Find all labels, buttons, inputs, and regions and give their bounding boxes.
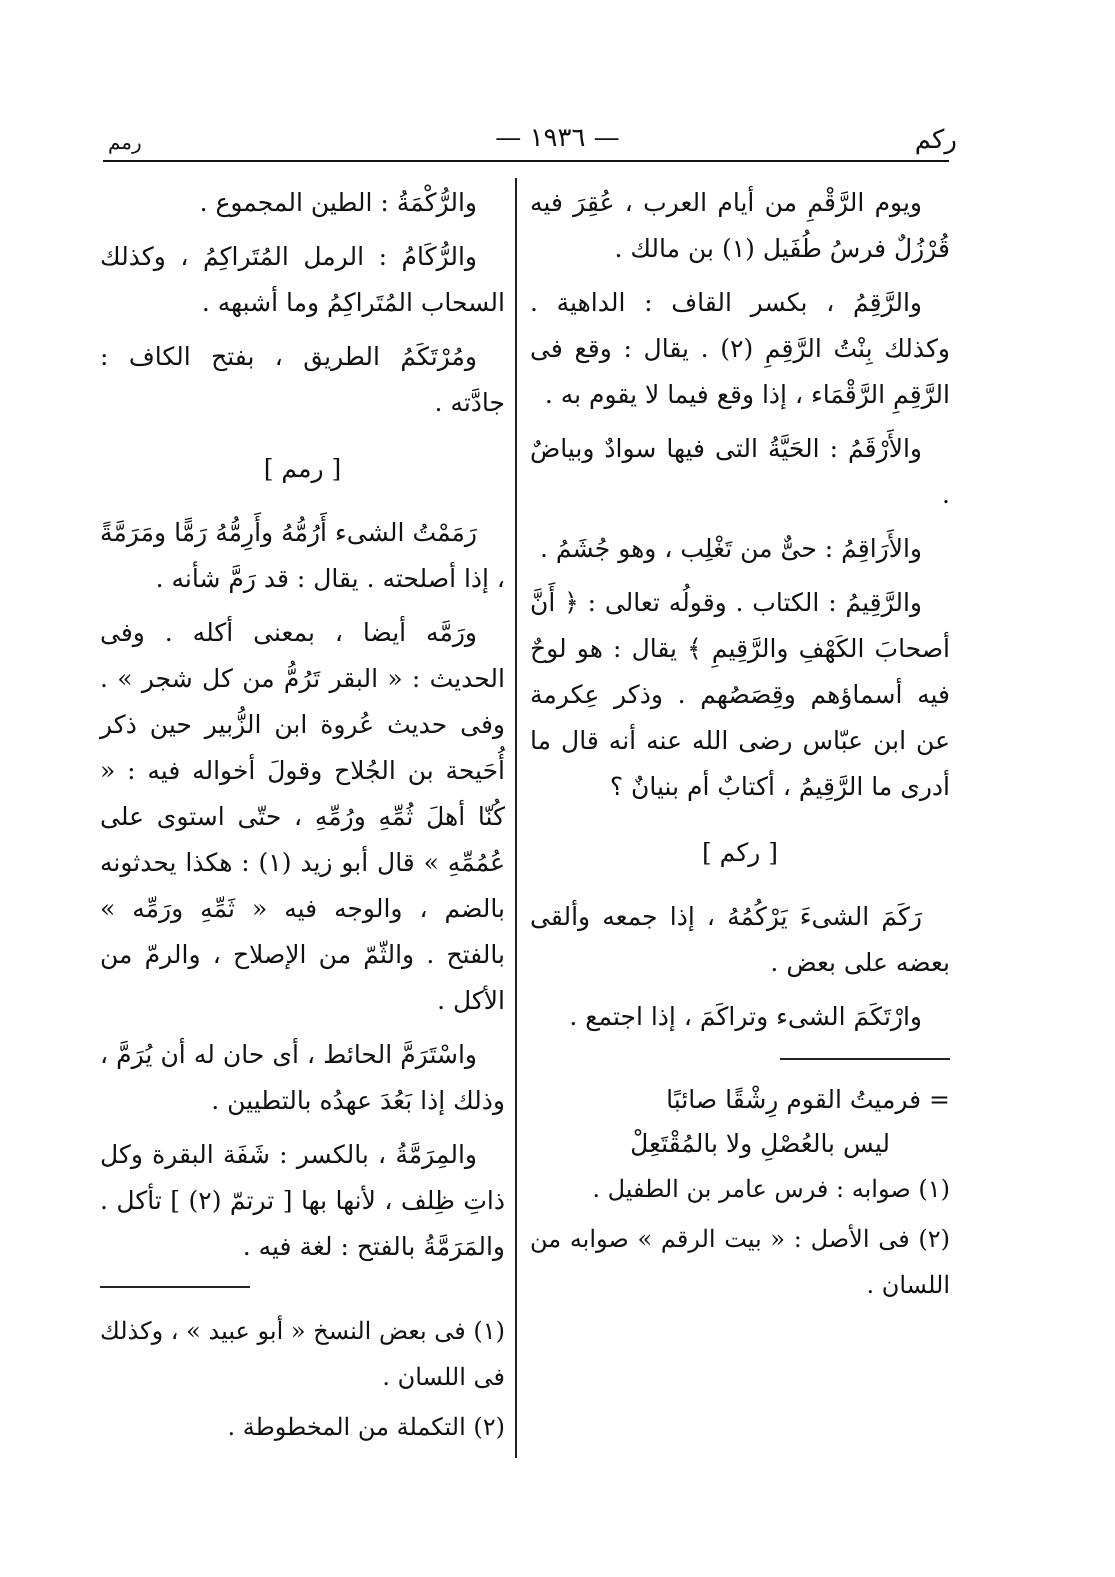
verse-line: = فرميتُ القوم رِشْقًا صائبًا — [666, 1084, 950, 1114]
left-column — [100, 180, 505, 1454]
entry-paragraph: والرَّقِمُ ، بكسر القاف : الداهية . وكذلك بِنْتُ الرَّقِمِ (٢) . يقال : وقع فى الرَّقِمِ الرَّقْمَاء ، إذا وقع فيما لا يقوم به . — [530, 288, 950, 409]
column-divider — [515, 178, 517, 1458]
header-entry-right: ركم — [914, 125, 957, 155]
footnote: (٢) التكملة من المخطوطة . — [227, 1412, 505, 1441]
footnote: (١) صوابه : فرس عامر بن الطفيل . — [592, 1174, 950, 1203]
footnote-rule — [100, 1286, 250, 1288]
footnote: (١) فى بعض النسخ « أبو عبيد » ، وكذلك فى اللسان . — [100, 1316, 505, 1391]
entry-paragraph: ومُرْتَكَمُ الطريق ، بفتح الكاف : جادَّته . — [100, 342, 505, 417]
entry-paragraph: وارْتَكَمَ الشىء وتراكَمَ ، إذا اجتمع . — [569, 1002, 922, 1031]
entry-paragraph: والمِرَمَّةُ ، بالكسر : شَفَة البقرة وكل ذاتِ ظِلف ، لأنها بها [ ترتمّ (٢) ] تأكل . والمَرَمَّةُ بالفتح : لغة فيه . — [100, 1140, 505, 1261]
page-number: — ١٩٣٦ — — [495, 123, 620, 153]
header-rule — [103, 160, 949, 162]
entry-paragraph: واسْتَرَمَّ الحائط ، أى حان له أن يُرَمَّ ، وذلك إذا بَعُدَ عهدُه بالتطيين . — [100, 1040, 505, 1115]
section-rule — [780, 1058, 950, 1060]
entry-paragraph: والرُّكَامُ : الرمل المُتَراكِمُ ، وكذلك السحاب المُتَراكِمُ وما أشبهه . — [100, 242, 505, 317]
right-column — [530, 180, 950, 1312]
footnote: (٢) فى الأصل : « بيت الرقم » صوابه من اللسان . — [530, 1224, 950, 1299]
verse-line: ليس بالعُصْلِ ولا بالمُقْتَعِلْ — [630, 1128, 890, 1158]
entry-paragraph: ورَمَّه أيضا ، بمعنى أكله . وفى الحديث : « البقر تَرُمُّ من كل شجر » . وفى حديث عُروة ابن الزُّبير حين ذكر أُحَيحة بن الجُلاح وقولَ أخواله فيه : « كُنّا أهلَ ثُمِّهِ ورُمِّهِ ، حتّى استوى على عُمُمِّهِ » قال أبو زيد (١) : هكذا يحدثونه بالضم ، والوجه فيه « ثَمِّهِ ورَمِّه » بالفتح . والثّمّ من الإصلاح ، والرمّ من الأكل . — [100, 618, 506, 1015]
entry-paragraph: رَمَمْتُ الشىء أَرُمُّهُ وأَرِمُّهُ رَمًّا ومَرَمَّةً ، إذا أصلحته . يقال : قد رَمَّ شأنه . — [100, 518, 505, 593]
entry-paragraph: والرُّكْمَةُ : الطين المجموع . — [199, 188, 477, 217]
entry-paragraph: ويوم الرَّقْمِ من أيام العرب ، عُقِرَ فيه قُرْزُلٌ فرسُ طُفَيل (١) بن مالك . — [530, 188, 950, 263]
header-entry-left: رمم — [108, 130, 142, 154]
entry-heading: [ ركم ] — [701, 838, 778, 867]
entry-paragraph: والأَرْقَمُ : الحَيَّةُ التى فيها سوادٌ وبياضٌ . — [530, 434, 950, 509]
entry-paragraph: والرَّقِيمُ : الكتاب . وقولُه تعالى : ﴿ أَنَّ أصحابَ الكَهْفِ والرَّقِيمِ ﴾ يقال : هو لوحٌ فيه أسماؤهم وقِصَصُهم . وذكر عِكرمة عن ابن عبّاس رضى الله عنه أنه قال ما أدرى ما الرَّقِيمُ ، أكتابٌ أم بنيانٌ ؟ — [530, 588, 950, 801]
entry-heading: [ رمم ] — [263, 454, 342, 483]
entry-paragraph: والأَرَاقِمُ : حىٌّ من تَغْلِب ، وهو جُشَمُ . — [539, 534, 922, 563]
entry-paragraph: رَكَمَ الشىءَ يَرْكُمُهُ ، إذا جمعه وألقى بعضه على بعض . — [530, 902, 950, 977]
